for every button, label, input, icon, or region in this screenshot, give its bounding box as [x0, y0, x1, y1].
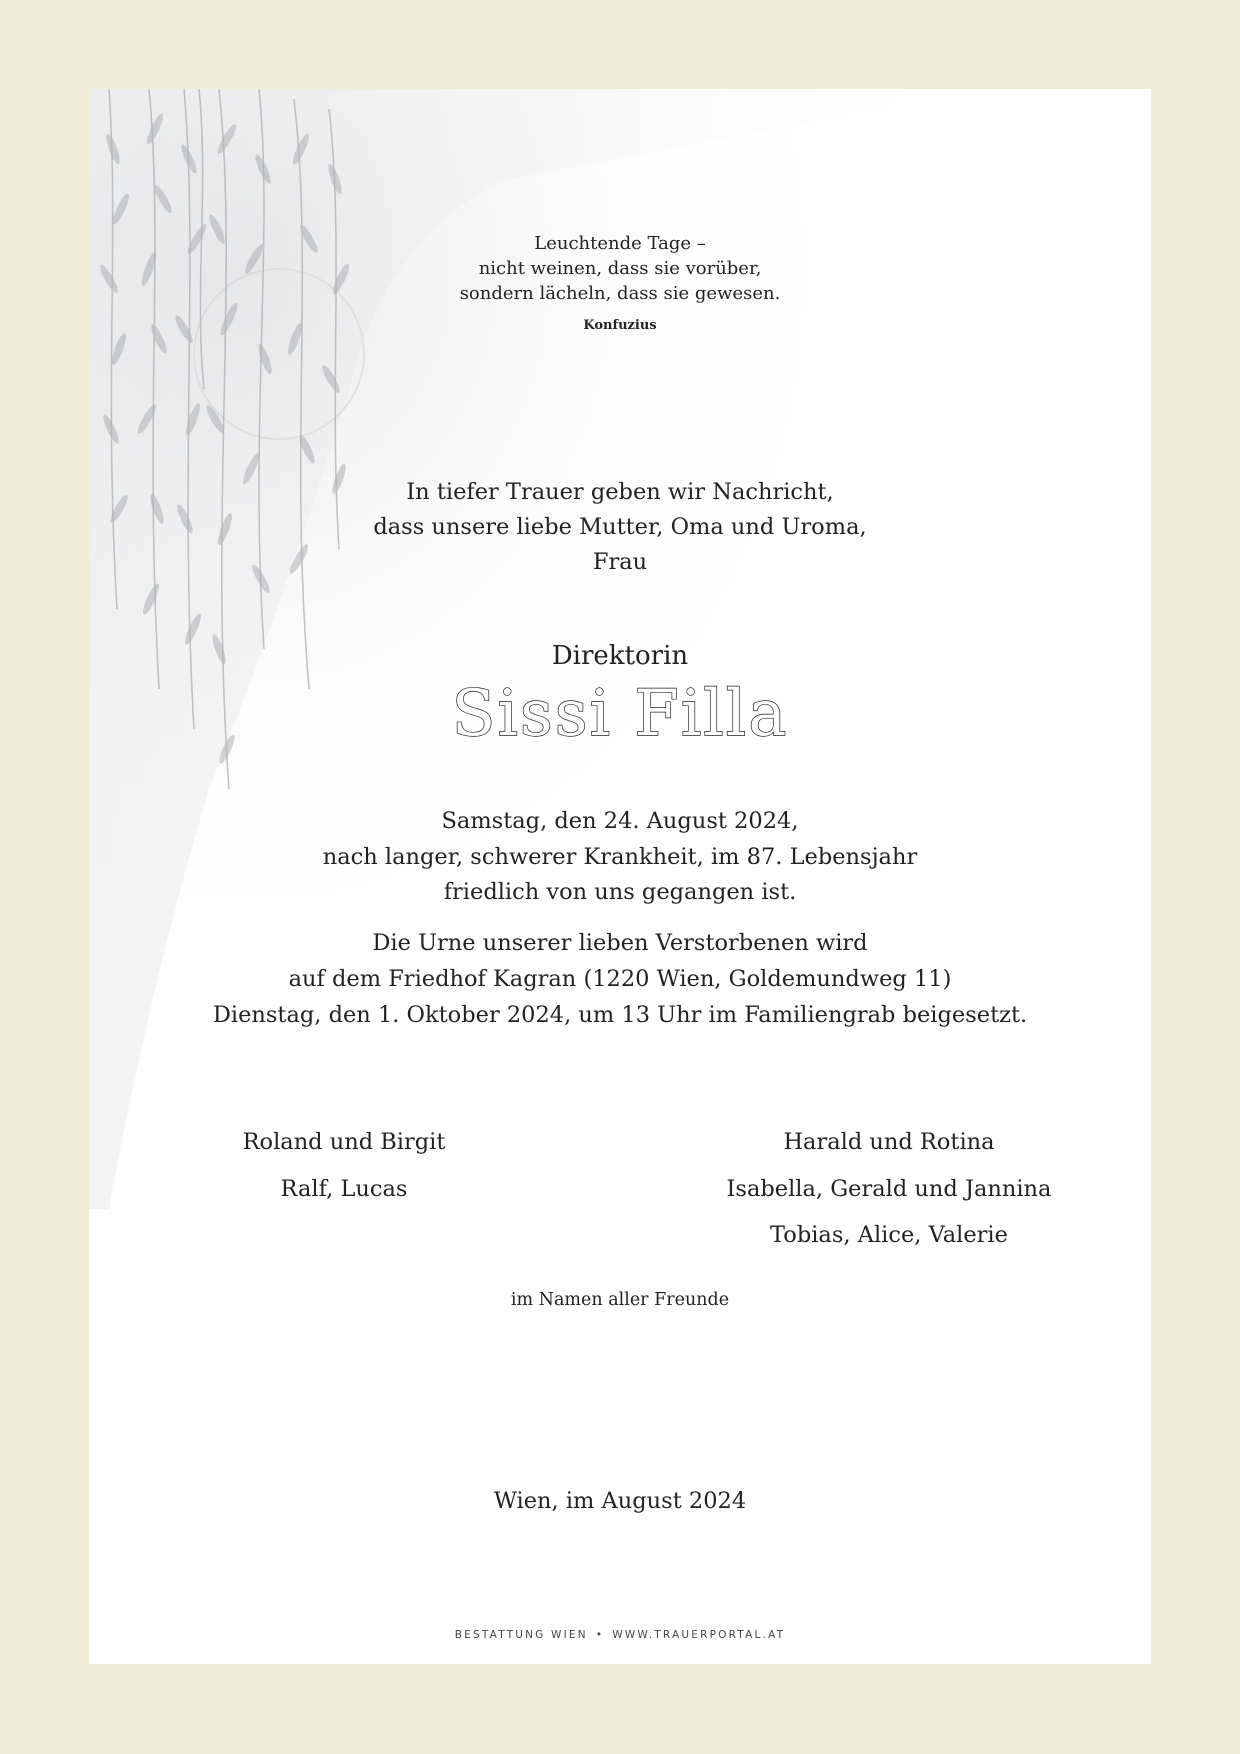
place-date: Wien, im August 2024 — [493, 1488, 747, 1514]
quote — [89, 231, 1151, 306]
obituary-card — [89, 89, 1151, 1664]
footer-website[interactable]: WWW.TRAUERPORTAL.AT — [612, 1629, 786, 1641]
death-details — [89, 804, 1151, 911]
announcement-line: In tiefer Trauer geben wir Nachricht, — [406, 479, 834, 505]
quote-author: Konfuzius — [583, 318, 657, 333]
mourner-line: Harald und Rotina — [783, 1129, 995, 1155]
footer-separator: • — [595, 1629, 605, 1641]
details-line: friedlich von uns gegangen ist. — [443, 879, 797, 905]
mourner-line: Isabella, Gerald und Jannina — [726, 1175, 1052, 1202]
details-line: nach langer, schwerer Krankheit, im 87. Lebensjahr — [322, 843, 918, 870]
deceased-name: Sissi Filla — [451, 677, 789, 751]
burial-line: Die Urne unserer lieben Verstorbenen wird — [372, 930, 868, 956]
mourner-line: Tobias, Alice, Valerie — [770, 1222, 1008, 1248]
mourner-line: Roland und Birgit — [242, 1129, 446, 1155]
details-line: Samstag, den 24. August 2024, — [441, 808, 799, 834]
footer — [89, 1629, 1151, 1641]
announcement-text — [89, 475, 1151, 580]
mourners-left — [149, 1129, 539, 1222]
footer-company: BESTATTUNG WIEN — [454, 1629, 588, 1641]
quote-line: Leuchtende Tage – — [534, 233, 706, 254]
burial-line: auf dem Friedhof Kagran (1220 Wien, Goldemundweg 11) — [288, 966, 952, 992]
quote-line: sondern lächeln, dass sie gewesen. — [459, 283, 781, 304]
burial-line: Dienstag, den 1. Oktober 2024, um 13 Uhr im Familiengrab beigesetzt. — [212, 1002, 1028, 1028]
burial-details — [89, 925, 1151, 1033]
mourners-right — [649, 1129, 1129, 1269]
friends-note: im Namen aller Freunde — [510, 1290, 730, 1310]
announcement-line: dass unsere liebe Mutter, Oma und Uroma, — [373, 514, 867, 540]
deceased-title: Direktorin — [551, 641, 689, 671]
announcement-line: Frau — [592, 549, 648, 575]
mourner-line: Ralf, Lucas — [280, 1175, 408, 1202]
quote-line: nicht weinen, dass sie vorüber, — [478, 258, 762, 279]
